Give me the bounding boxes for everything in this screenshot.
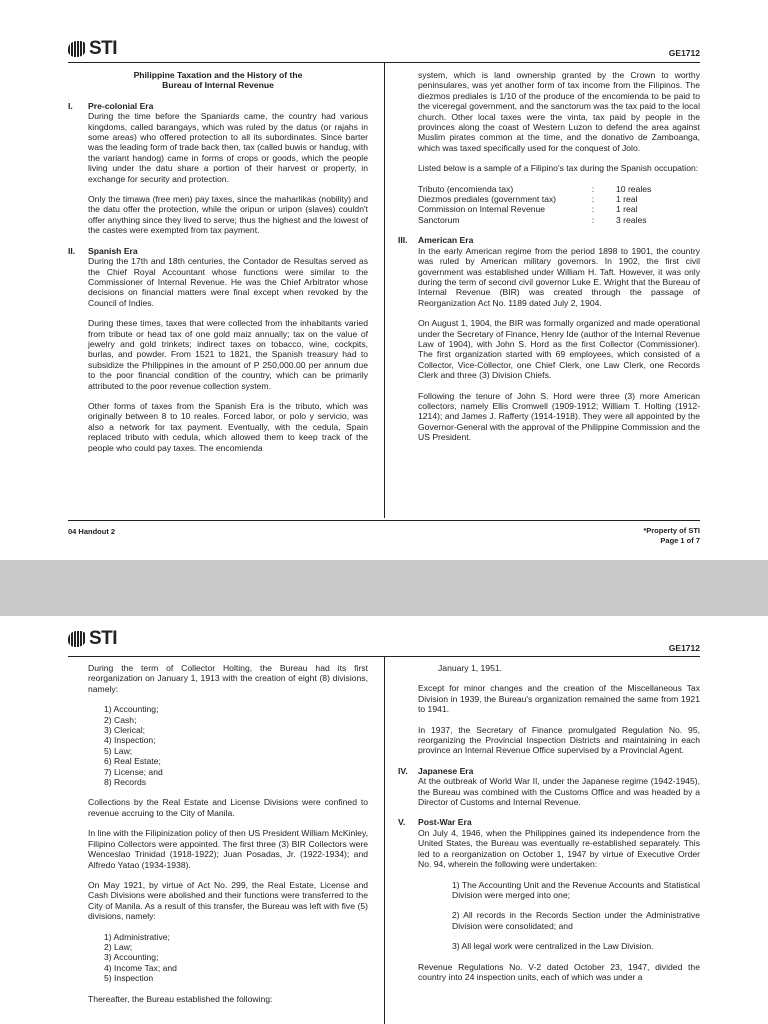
paragraph: system, which is land ownership granted by the Crown to worthy peninsulares, was yet another form of tax income from the Filipinos. The diezmos prediales is 1/10 of the produce of the encomienda to be paid to the viceregal government, and the sanctorum was the tax paid to the local church. Other local taxes were the vinta, tax paid by people in the provinces along the coast of Western Luzon to defend the area against Muslim pirates common at the time, and the donativo de Zamboanga, which was taxed specifically used for the conquest of Jolo. bbox=[418, 70, 700, 153]
footer-rule bbox=[68, 520, 700, 521]
document-page-2 bbox=[0, 616, 768, 1024]
paragraph: During the term of Collector Holting, the Bureau had its first reorganization on January 1, 1913 with the creation of eight (8) divisions, namely: bbox=[88, 663, 368, 694]
tax-val: 1 real bbox=[616, 204, 638, 215]
paragraph: During these times, taxes that were collected from the inhabitants varied from tribute or head tax of one gold maiz annually; tax on the value of jewelry and gold trinkets; indirect taxes on tobacco, wine, cockpits, burlas, and powder. From 1521 to 1821, the Spanish treasury had to subsidize the Philippines in the amount of P 250,000.00 per annum due to the poor financial condition of the country, which can be primarily attributed to the poor revenue collection system. bbox=[88, 318, 368, 391]
tax-sep: : bbox=[591, 194, 595, 205]
paragraph: Thereafter, the Bureau established the following: bbox=[88, 993, 273, 1004]
tax-sep: : bbox=[591, 183, 595, 194]
list-item: 2) Cash; bbox=[104, 714, 137, 725]
list-item: 4) Inspection; bbox=[104, 735, 156, 746]
list-item: 1) Accounting; bbox=[104, 704, 159, 715]
course-code: GE1712 bbox=[668, 48, 700, 58]
reorganization-list bbox=[452, 880, 700, 952]
tax-sep: : bbox=[591, 214, 595, 225]
list-item: 1) The Accounting Unit and the Revenue Accounts and Statistical Division were merged into one; bbox=[452, 879, 700, 900]
footer-handout-label: 04 Handout 2 bbox=[68, 527, 116, 536]
list-item: 6) Real Estate; bbox=[104, 756, 161, 767]
tax-name: Sanctorum bbox=[418, 214, 460, 225]
list-item: 7) License; and bbox=[104, 766, 163, 777]
section-heading-spanish: II. Spanish Era bbox=[68, 245, 138, 256]
paragraph: Listed below is a sample of a Filipino's tax during the Spanish occupation: bbox=[418, 163, 699, 174]
tax-row bbox=[418, 215, 651, 225]
right-column bbox=[398, 663, 700, 992]
tax-val: 1 real bbox=[616, 194, 638, 205]
paragraph: During the 17th and 18th centuries, the Contador de Resultas served as the Chief Royal Accountant whose functions were similar to the Commissioner of Internal Revenue. He was the Chief Arbitrator whose decisions on financial matters were final except when revoked by the Council of Indies. bbox=[88, 256, 368, 308]
section-heading-precolonial: I. Pre-colonial Era bbox=[68, 100, 154, 111]
list-item: 1) Administrative; bbox=[104, 931, 170, 942]
list-item: 3) All legal work were centralized in the Law Division. bbox=[452, 941, 654, 952]
document-title: Philippine Taxation and the History of the Bureau of Internal Revenue bbox=[133, 70, 303, 91]
paragraph: Only the timawa (free men) pay taxes, since the maharlikas (nobility) and the datu offer the protection, while the oripun or uripon (slaves) couldn't offer anything since they lived to serve; thus the highest and the lowest of the castes were exempted from tax payment. bbox=[88, 194, 368, 236]
list-item: 5) Law; bbox=[104, 745, 133, 756]
sti-globe-icon bbox=[68, 41, 86, 57]
paragraph: On May 1921, by virtue of Act No. 299, the Real Estate, License and Cash Divisions were abolished and their functions were transferred to the City of Manila. As a result of this transfer, the Bureau was left with five (5) divisions, namely: bbox=[88, 879, 368, 922]
tax-table bbox=[418, 184, 651, 226]
tax-val: 10 reales bbox=[616, 183, 652, 194]
page-number: Page 1 of 7 bbox=[660, 535, 700, 545]
tax-name: Diezmos prediales (government tax) bbox=[418, 194, 557, 205]
footer-page-info: *Property of STI Page 1 of 7 bbox=[643, 526, 700, 545]
list-item: 8) Records bbox=[104, 777, 147, 788]
section-heading-american: III. American Era bbox=[398, 235, 474, 246]
tax-row bbox=[418, 194, 651, 204]
column-divider bbox=[384, 657, 385, 1024]
paragraph: Other forms of taxes from the Spanish Era is the tributo, which was originally between 8 to 10 reales. Forced labor, or polo y servicio, was also a network for tax payment. Eventually, with the cedula, Spain replaced tributo with cedula, which allowed them to keep track of the people who could pay taxes. The encomienda bbox=[88, 400, 368, 453]
tax-row bbox=[418, 184, 651, 194]
tax-name: Commission on Internal Revenue bbox=[418, 204, 546, 215]
section-heading-japanese: IV. Japanese Era bbox=[398, 765, 474, 776]
paragraph: Collections by the Real Estate and License Divisions were confined to revenue accruing to the City of Manila. bbox=[88, 797, 368, 818]
tax-name: Tributo (encomienda tax) bbox=[418, 183, 514, 194]
paragraph: During the time before the Spaniards came, the country had various kingdoms, called barangays, which was ruled by the datus (or rajahs in some areas) who offered protection to all its subordinates. Since barter was the leading form of trade back then, tax (called buwis or handug, with the variant handog) came in forms of crops or goods, which the people living under the datu share a portion of their harvest or property, in exchange for security and protection. bbox=[88, 111, 368, 184]
list-item: 2) Law; bbox=[104, 941, 133, 952]
list-item: 5) Inspection bbox=[104, 973, 154, 984]
paragraph: On August 1, 1904, the BIR was formally organized and made operational under the Secretary of Finance, Henry Ide (author of the Internal Revenue Law of 1904), with John S. Hord as the first Collector (Commissioner). The first organization started with 69 employees, which consisted of a Collector, Vice-Collector, one Chief Clerk, one Law Clerk, one Records Clerk and three (3) Division Chiefs. bbox=[418, 318, 700, 381]
divisions-list bbox=[88, 704, 368, 787]
tax-sep: : bbox=[591, 204, 595, 215]
paragraph: In line with the Filipinization policy of then US President William McKinley, Filipino Collectors were appointed. The first three (3) BIR Collectors were Wenceslao Trinidad (1918-1922); Juan Posadas, Jr. (1922-1934); and Alfredo Yatao (1934-1938). bbox=[88, 828, 368, 870]
column-divider bbox=[384, 63, 385, 518]
tax-row bbox=[418, 204, 651, 214]
divisions-list-1921 bbox=[88, 932, 368, 984]
paragraph: Revenue Regulations No. V-2 dated October 23, 1947, divided the country into 24 inspection units, each of which was under a bbox=[418, 961, 700, 982]
sti-logo: STI bbox=[68, 628, 117, 650]
paragraph: On July 4, 1946, when the Philippines gained its independence from the United States, the Bureau was eventually re-established separately. This led to a reorganization on October 1, 1947 by virtue of Executive Order No. 94, wherein the following were undertaken: bbox=[418, 827, 700, 870]
course-code: GE1712 bbox=[668, 643, 700, 653]
list-item: 4) Income Tax; and bbox=[104, 962, 177, 973]
paragraph: January 1, 1951. bbox=[438, 663, 503, 673]
right-column bbox=[398, 70, 700, 453]
list-item: 2) All records in the Records Section under the Administrative Division were consolidated; and bbox=[452, 910, 700, 931]
paragraph: Following the tenure of John S. Hord were three (3) more American collectors, namely Ellis Cromwell (1909-1912; William T. Holting (1912-1214); and James J. Rafferty (1914-1918). They were all appointed by the Governor-General with the approval of the Philippine Commission and the US President. bbox=[418, 390, 700, 443]
paragraph: In the early American regime from the period 1898 to 1901, the country was ruled by American military governors. In 1902, the first civil government was established under William H. Taft. However, it was only during the term of second civil governor Luke E. Wright that the Bureau of Internal Revenue (BIR) was created through the passage of Reorganization Act No. 1189 dated July 2, 1904. bbox=[418, 245, 700, 308]
list-item: 3) Clerical; bbox=[104, 725, 146, 736]
left-column bbox=[88, 663, 368, 1014]
tax-val: 3 reales bbox=[616, 214, 647, 225]
left-column bbox=[68, 70, 368, 463]
list-item: 3) Accounting; bbox=[104, 952, 159, 963]
paragraph: Except for minor changes and the creation of the Miscellaneous Tax Division in 1939, the Bureau's organization remained the same from 1921 to 1941. bbox=[418, 683, 700, 715]
sti-globe-icon bbox=[68, 631, 86, 647]
paragraph: In 1937, the Secretary of Finance promulgated Regulation No. 95, reorganizing the Provincial Inspection Districts and maintaining in each province an Internal Revenue Office supervised by a Provincial Agent. bbox=[418, 724, 700, 756]
paragraph: At the outbreak of World War II, under the Japanese regime (1942-1945), the Bureau was combined with the Customs Office and was headed by a Director of Customs and Internal Revenue. bbox=[418, 776, 700, 808]
section-heading-postwar: V. Post-War Era bbox=[398, 817, 472, 828]
sti-logo: STI bbox=[68, 38, 117, 60]
